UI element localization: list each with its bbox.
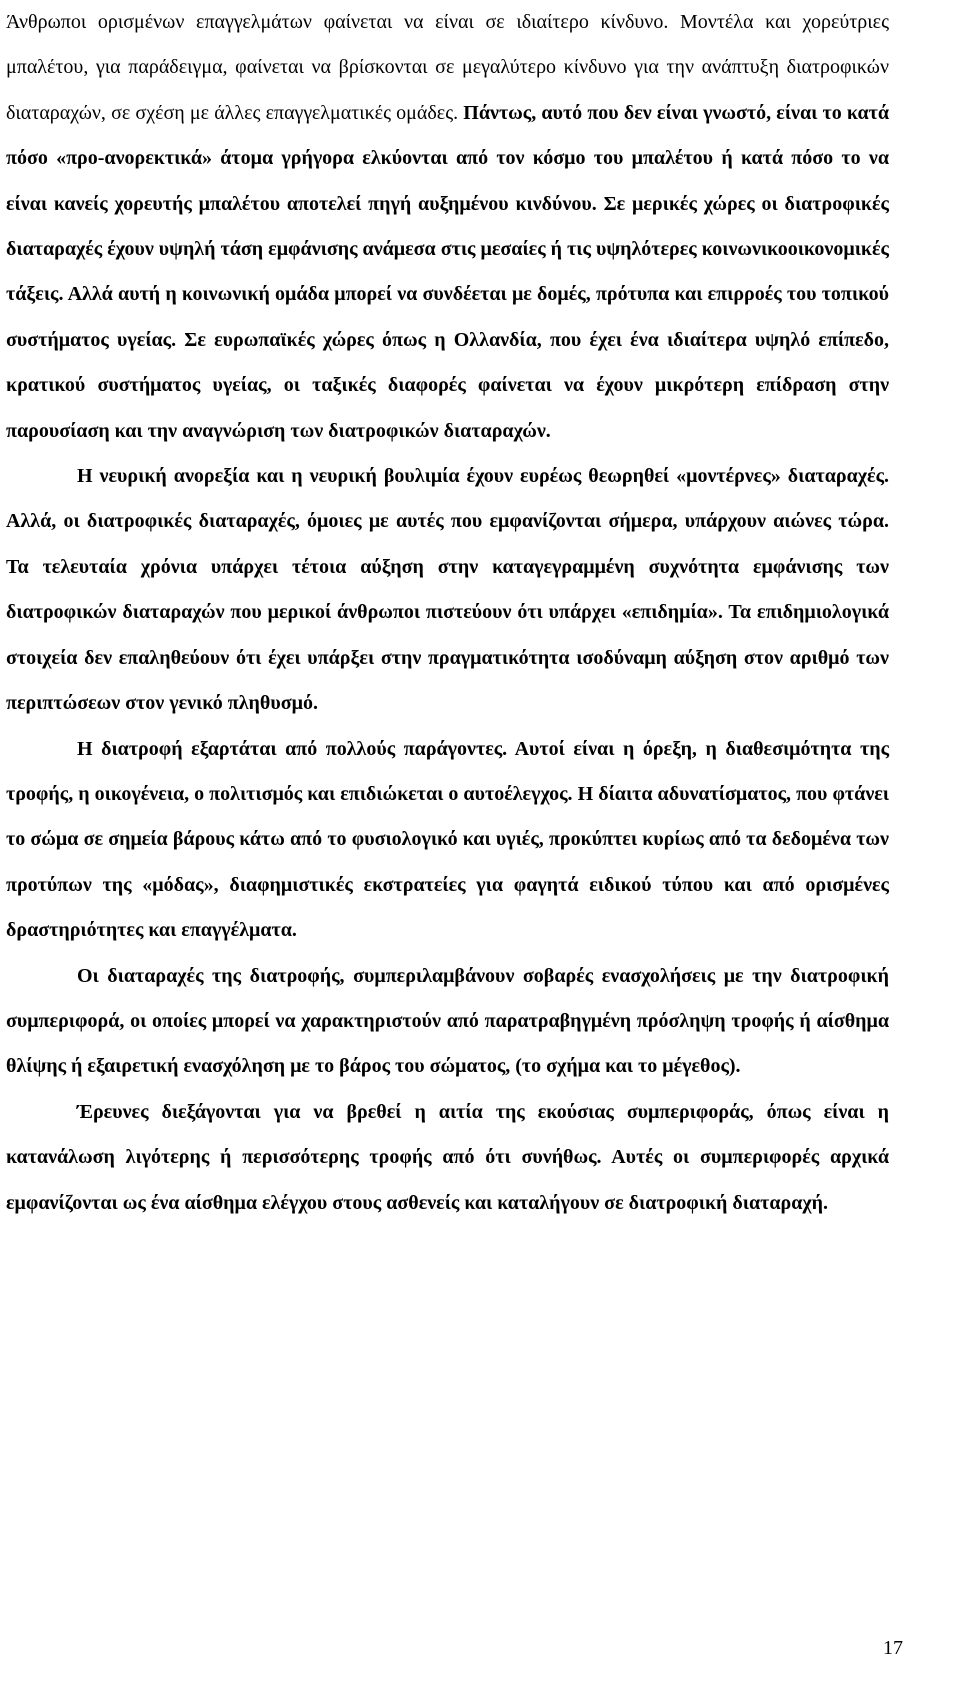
paragraph-5 (6, 1090, 889, 1226)
document-body (6, 0, 889, 1226)
paragraph-2 (6, 454, 889, 726)
paragraph-2-text: Η νευρική ανορεξία και η νευρική βουλιμία έχουν ευρέως θεωρηθεί «μοντέρνες» διαταραχές. Αλλά, οι διατροφικές διαταραχές, όμοιες με αυτές που εμφανίζονται σήμερα, υπάρχουν αιώνες τώρα. Τα τελευταία χρόνια υπάρχει τέτοια αύξηση στην καταγεγραμμένη συχνότητα εμφάνισης των διατροφικών διαταραχών που μερικοί άνθρωποι πιστεύουν ότι υπάρχει «επιδημία». Τα επιδημιολογικά στοιχεία δεν επαληθεύουν ότι έχει υπάρξει στην πραγματικότητα ισοδύναμη αύξηση στον αριθμό των περιπτώσεων στον γενικό πληθυσμό. (6, 465, 889, 715)
paragraph-1 (6, 0, 889, 454)
paragraph-4 (6, 954, 889, 1090)
paragraph-4-text: Οι διαταραχές της διατροφής, συμπεριλαμβάνουν σοβαρές ενασχολήσεις με την διατροφική συμπεριφορά, οι οποίες μπορεί να χαρακτηριστούν από παρατραβηγμένη πρόσληψη τροφής ή αίσθημα θλίψης ή εξαιρετική ενασχόληση με το βάρος του σώματος, (το σχήμα και το μέγεθος). (6, 964, 889, 1078)
paragraph-1-text-a: Άνθρωποι ορισμένων επαγγελμάτων φαίνεται να είναι σε ιδιαίτερο κίνδυνο. Μοντέλα και χορεύτριες μπαλέτου, για παράδειγμα, φαίνεται να βρίσκονται σε μεγαλύτερο κίνδυνο για την ανάπτυξη διατροφικών διαταραχών, σε σχέση με άλλες επαγγελματικές ομάδες. (6, 11, 889, 124)
paragraph-1-text-b: Πάντως, αυτό που δεν είναι γνωστό, είναι το κατά πόσο «προ-ανορεκτικά» άτομα γρήγορα ελκύονται από τον κόσμο του μπαλέτου ή κατά πόσο το να είναι κανείς χορευτής μπαλέτου αποτελεί πηγή αυξημένου κινδύνου. Σε μερικές χώρες οι διατροφικές διαταραχές έχουν υψηλή τάση εμφάνισης ανάμεσα στις μεσαίες ή τις υψηλότερες κοινωνικοοικονομικές τάξεις. Αλλά αυτή η κοινωνική ομάδα μπορεί να συνδέεται με δομές, πρότυπα και επιρροές του τοπικού συστήματος υγείας. Σε ευρωπαϊκές χώρες όπως η Ολλανδία, που έχει ένα ιδιαίτερα υψηλό επίπεδο, κρατικού συστήματος υγείας, οι ταξικές διαφορές φαίνεται να έχουν μικρότερη επίδραση στην παρουσίαση και την αναγνώριση των διατροφικών διαταραχών. (6, 101, 889, 442)
paragraph-3 (6, 727, 889, 954)
paragraph-5-text: Έρευνες διεξάγονται για να βρεθεί η αιτία της εκούσιας συμπεριφοράς, όπως είναι η κατανάλωση λιγότερης ή περισσότερης τροφής από ότι συνήθως. Αυτές οι συμπεριφορές αρχικά εμφανίζονται ως ένα αίσθημα ελέγχου στους ασθενείς και καταλήγουν σε διατροφική διαταραχή. (6, 1100, 889, 1214)
paragraph-3-text: Η διατροφή εξαρτάται από πολλούς παράγοντες. Αυτοί είναι η όρεξη, η διαθεσιμότητα της τροφής, η οικογένεια, ο πολιτισμός και επιδιώκεται ο αυτοέλεγχος. Η δίαιτα αδυνατίσματος, που φτάνει το σώμα σε σημεία βάρους κάτω από το φυσιολογικό και υγιές, προκύπτει κυρίως από τα δεδομένα των προτύπων της «μόδας», διαφημιστικές εκστρατείες για φαγητά ειδικού τύπου και από ορισμένες δραστηριότητες και επαγγέλματα. (6, 737, 889, 942)
page-number: 17 (883, 1637, 903, 1659)
